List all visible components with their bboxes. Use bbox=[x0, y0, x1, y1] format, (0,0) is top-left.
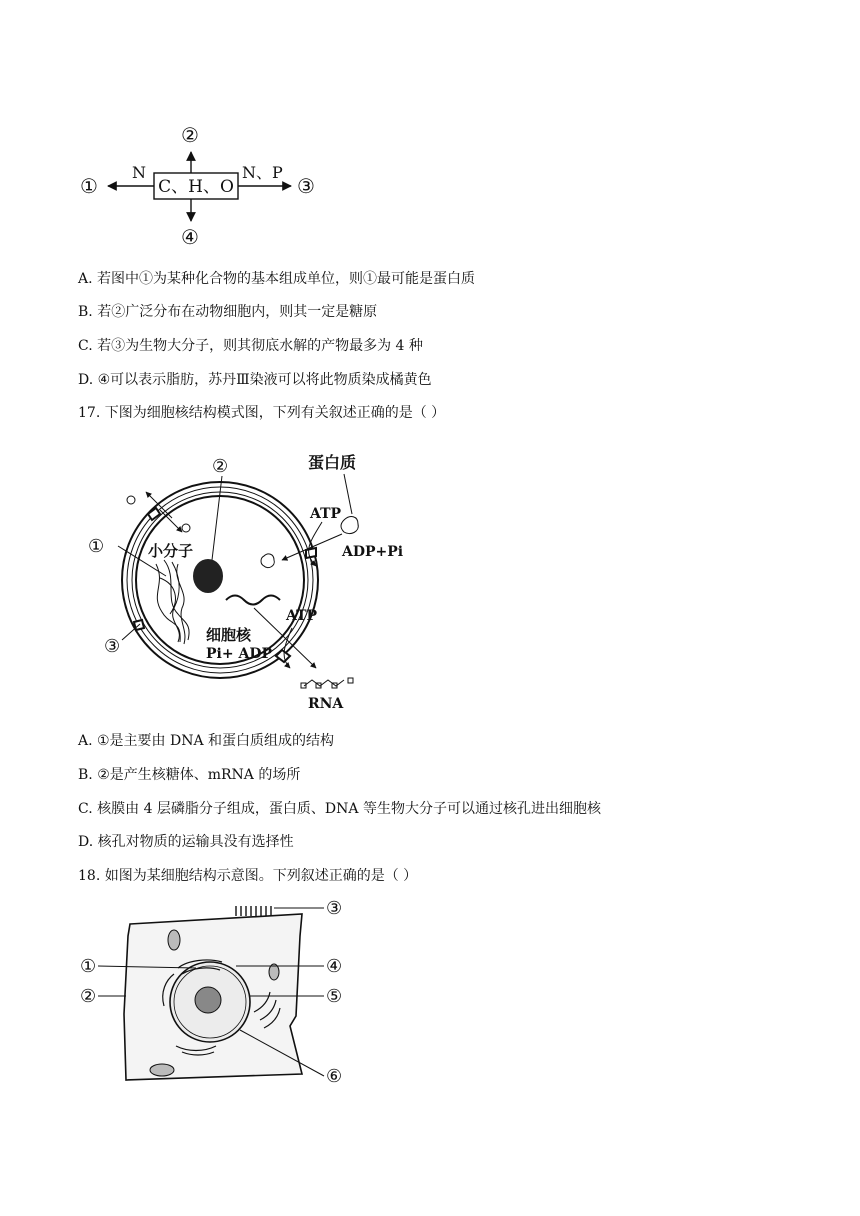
diagram-label-3: ③ bbox=[104, 636, 121, 657]
diagram-label-1: ① bbox=[80, 956, 97, 977]
diagram-label-3: ③ bbox=[326, 898, 343, 919]
q17-option-d: D. 核孔对物质的运输具没有选择性 bbox=[78, 834, 294, 850]
nucleolus bbox=[193, 559, 223, 593]
q16-option-d: D. ④可以表示脂肪，苏丹Ⅲ染液可以将此物质染成橘黄色 bbox=[78, 372, 432, 388]
diagram-label-2: ② bbox=[80, 986, 97, 1007]
protein-label: 蛋白质 bbox=[308, 453, 357, 472]
arrow-small-molecule-in bbox=[160, 510, 182, 532]
small-molecule-label: 小分子 bbox=[148, 542, 194, 560]
q16-element-diagram bbox=[78, 118, 328, 248]
nucleus-label: 细胞核 bbox=[206, 626, 252, 644]
diagram-label-1: ① bbox=[88, 536, 105, 557]
q17-option-a: A. ①是主要由 DNA 和蛋白质组成的结构 bbox=[78, 733, 335, 749]
pi-adp-label: Pi+ ADP bbox=[206, 646, 272, 662]
mitochondrion bbox=[150, 1064, 174, 1076]
diagram-label-4: ④ bbox=[326, 956, 343, 977]
mitochondrion bbox=[168, 930, 180, 950]
label-1: ① bbox=[80, 174, 98, 198]
nucleolus bbox=[195, 987, 221, 1013]
left-element-label: N bbox=[132, 163, 146, 182]
adp-pi-label: ADP+Pi bbox=[342, 544, 404, 560]
protein-blob-outside bbox=[341, 517, 358, 534]
rna-label: RNA bbox=[308, 696, 344, 712]
q16-option-b: B. 若②广泛分布在动物细胞内，则其一定是糖原 bbox=[78, 304, 378, 320]
q16-option-c: C. 若③为生物大分子，则其彻底水解的产物最多为 4 种 bbox=[78, 338, 423, 354]
small-molecule-dot bbox=[127, 496, 135, 504]
label-4: ④ bbox=[181, 225, 199, 248]
leader-2 bbox=[212, 476, 222, 560]
label-3: ③ bbox=[297, 174, 315, 198]
label-2: ② bbox=[181, 123, 199, 147]
microvilli bbox=[236, 906, 271, 916]
q18-cell-diagram bbox=[78, 896, 358, 1092]
center-label: C、H、O bbox=[158, 177, 234, 197]
atp-top-label: ATP bbox=[310, 506, 342, 522]
small-molecule-dot bbox=[182, 524, 190, 532]
rna-molecule bbox=[301, 678, 353, 688]
q17-option-c: C. 核膜由 4 层磷脂分子组成，蛋白质、DNA 等生物大分子可以通过核孔进出细胞核 bbox=[78, 801, 601, 817]
atp-bottom-label: ATP bbox=[286, 608, 318, 624]
right-element-label: N、P bbox=[242, 163, 283, 182]
q17-nucleus-diagram bbox=[86, 452, 416, 714]
mrna-inside bbox=[226, 596, 280, 605]
q17-option-b: B. ②是产生核糖体、mRNA 的场所 bbox=[78, 767, 301, 783]
q18-stem: 18. 如图为某细胞结构示意图。下列叙述正确的是（ ） bbox=[78, 868, 418, 884]
q16-option-a: A. 若图中①为某种化合物的基本组成单位，则①最可能是蛋白质 bbox=[78, 271, 476, 287]
q17-stem: 17. 下图为细胞核结构模式图，下列有关叙述正确的是（ ） bbox=[78, 405, 446, 421]
diagram-label-2: ② bbox=[212, 456, 229, 477]
protein-blob-inside bbox=[261, 554, 274, 568]
leader-protein bbox=[344, 474, 352, 514]
diagram-label-6: ⑥ bbox=[326, 1066, 343, 1087]
diagram-label-5: ⑤ bbox=[326, 986, 343, 1007]
